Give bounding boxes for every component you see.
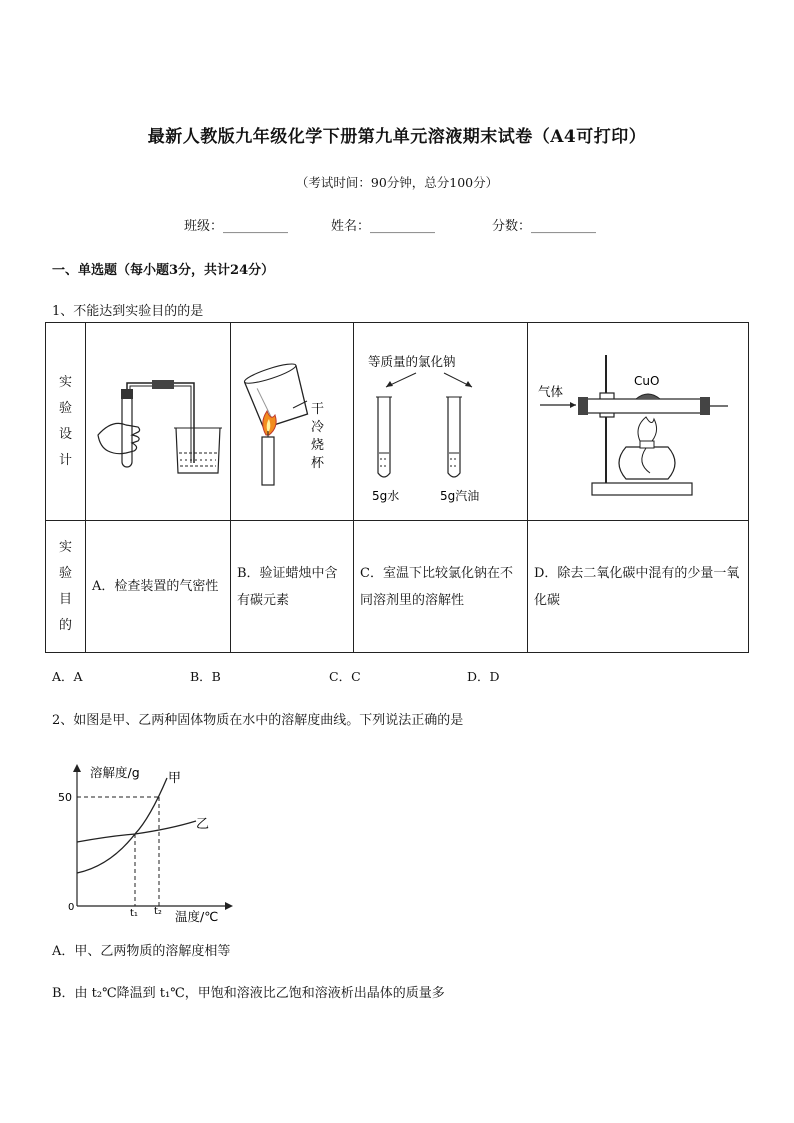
figure-c-solubility-tubes [354,323,528,521]
x-axis-label: 温度/℃ [175,909,219,924]
purpose-a: A．检查装置的气密性 [86,521,231,653]
curve-jia [77,778,167,873]
exam-info: （考试时间：90分钟，总分100分） [295,175,499,190]
question-1-stem: 1、不能达到实验目的的是 [52,304,204,319]
svg-text:烧: 烧 [311,438,325,453]
series-label-yi: 乙 [196,817,210,832]
question-2-stem: 2、如图是甲、乙两种固体物质在水中的溶解度曲线。下列说法正确的是 [52,713,464,728]
series-label-jia: 甲 [168,771,182,786]
figure-a-airtightness [86,323,231,521]
purpose-d: D．除去二氧化碳中混有的少量一氧化碳 [528,521,749,653]
option-b[interactable]: B．B [190,669,221,684]
solubility-curve-figure [50,758,250,928]
experiment-table [45,322,749,653]
purpose-row [46,521,749,653]
design-row-header: 实 验 设 计 [46,323,86,521]
name-field: 姓名：__________ [331,219,436,234]
label-dry-cold: 干 [311,402,325,417]
x-axis-arrow [225,902,233,910]
tick-t1: t₁ [130,908,138,919]
svg-text:杯: 杯 [311,456,325,471]
option-c[interactable]: C．C [329,669,361,684]
class-field: 班级：__________ [184,219,289,234]
origin-label: 0 [68,902,75,913]
score-field: 分数：__________ [492,219,597,234]
page-title: 最新人教版九年级化学下册第九单元溶液期末试卷（A4可打印） [147,127,647,147]
tick-50: 50 [58,791,72,804]
design-row [46,323,749,521]
y-axis-arrow [73,764,81,772]
figure-d-cuo-apparatus [528,323,749,521]
purpose-row-header: 实 验 目 的 [46,521,86,653]
label-gasoline: 5g汽油 [440,489,480,503]
option-d[interactable]: D．D [467,669,500,684]
label-equal-mass-nacl: 等质量的氯化钠 [368,354,456,369]
purpose-c: C．室温下比较氯化钠在不同溶剂里的溶解性 [354,521,528,653]
purpose-b: B．验证蜡烛中含有碳元素 [231,521,354,653]
tick-t2: t₂ [154,906,162,917]
section-heading: 一、单选题（每小题3分，共计24分） [52,263,275,278]
q2-option-b[interactable]: B．由 t₂℃降温到 t₁℃，甲饱和溶液比乙饱和溶液析出晶体的质量多 [52,986,445,1001]
svg-text:冷: 冷 [311,420,325,435]
q2-option-a[interactable]: A．甲、乙两物质的溶解度相等 [52,944,231,959]
y-axis-label: 溶解度/g [90,765,140,780]
option-a[interactable]: A．A [52,669,83,684]
label-water: 5g水 [372,489,400,503]
figure-b-candle [231,323,354,521]
label-gas: 气体 [538,384,564,399]
label-cuo: CuO [634,374,660,388]
